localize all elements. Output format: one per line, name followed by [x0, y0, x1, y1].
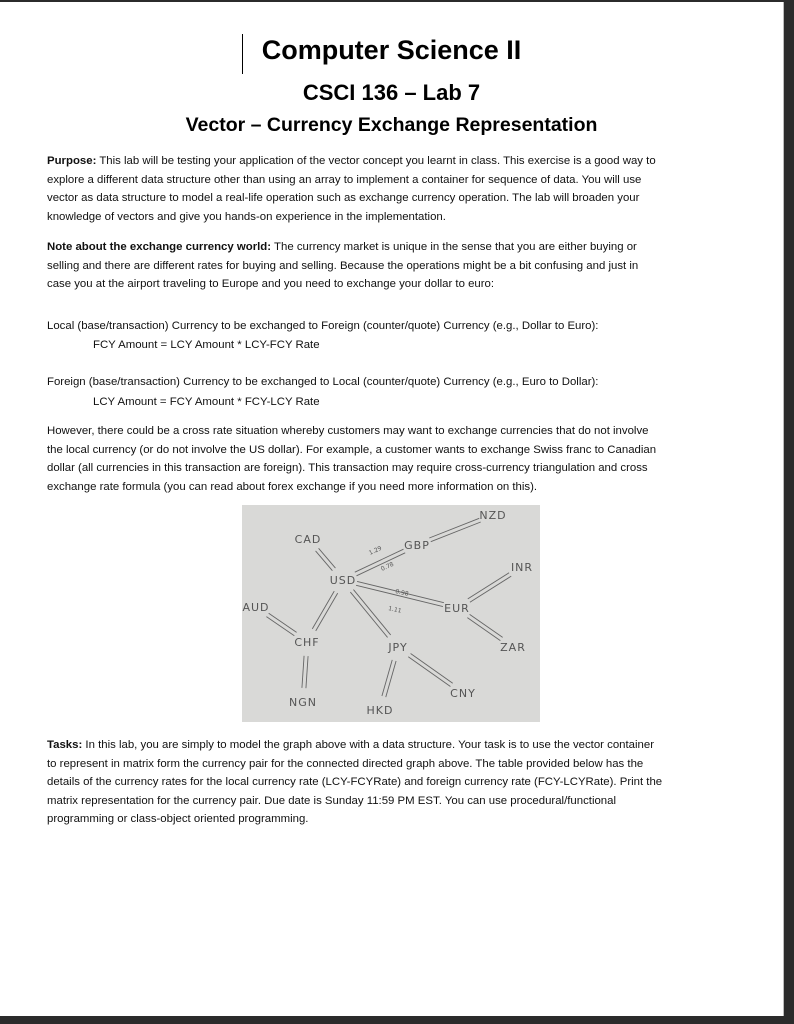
exchange-edge [382, 660, 392, 696]
text-line: case you at the airport traveling to Europe and you need to exchange your dollar to euro: [47, 278, 495, 291]
currency-node-chf: CHF [294, 636, 320, 649]
text-line: selling and there are different rates for buying and selling. Because the operations might be a bit confusing and just in [47, 259, 639, 272]
exchange-edge [429, 518, 479, 538]
text-line: the local currency (or do not involve the US dollar). For example, a customer wants to exchange Swiss franc to Canadian [47, 443, 657, 456]
text-line: FCY Amount = LCY Amount * LCY-FCY Rate [93, 339, 320, 351]
note-label: Note about the exchange currency world: [47, 241, 272, 253]
rate-label: 0.98 [394, 588, 410, 598]
text-line: programming or class-object oriented programming. [47, 813, 309, 826]
lcy-formula [93, 393, 320, 412]
text-line: The currency market is unique in the sense that you are either buying or [271, 241, 637, 253]
currency-node-eur: EUR [444, 602, 470, 615]
text-line: knowledge of vectors and give you hands-on experience in the implementation. [47, 210, 446, 223]
exchange-edge [470, 614, 503, 637]
currency-node-gbp: GBP [404, 539, 430, 552]
text-line: details of the currency rates for the local currency rate (LCY-FCYRate) and foreign currency rate (FCY-LCYRate). Print the [47, 776, 663, 789]
exchange-edge [467, 618, 500, 641]
exchange-edge [312, 591, 334, 629]
fcy-formula [93, 336, 320, 355]
foreign-to-local-text [47, 373, 598, 392]
rate-label: 1.29 [367, 544, 383, 557]
rate-label: 1.11 [387, 605, 403, 615]
text-line: vector as data structure to model a real-life operation such as exchange currency operation. The lab will broaden your [47, 192, 640, 205]
text-line: exchange rate formula (you can read about forex exchange if you need more information on this). [47, 480, 538, 493]
text-line: However, there could be a cross rate situation whereby customers may want to exchange currencies that do not involve [47, 425, 649, 437]
exchange-edge [470, 576, 511, 602]
document-page [0, 2, 784, 1016]
exchange-edge [319, 548, 336, 568]
lab-subtitle: Vector – Currency Exchange Representation [185, 114, 598, 136]
exchange-edge [431, 522, 481, 542]
exchange-edge [386, 661, 396, 697]
text-line: LCY Amount = FCY Amount * FCY-LCY Rate [93, 396, 320, 408]
currency-node-nzd: NZD [479, 509, 507, 522]
currency-node-inr: INR [510, 561, 534, 574]
purpose-paragraph [47, 152, 656, 226]
note-paragraph [47, 238, 638, 294]
tasks-label: Tasks: [47, 739, 83, 751]
text-line: matrix representation for the currency pair. Due date is Sunday 11:59 PM EST. You can use procedural/functional [47, 794, 617, 807]
exchange-edge [302, 656, 304, 688]
text-line: This lab will be testing your application of the vector concept you learnt in class. This exercise is a good way to [96, 155, 656, 167]
exchange-edge [316, 593, 338, 631]
currency-node-cad: CAD [294, 533, 322, 546]
currency-node-ngn: NGN [289, 696, 317, 709]
course-title: CSCI 136 – Lab 7 [302, 80, 481, 105]
text-line: dollar (all currencies in this transaction are foreign). This transaction may require cross-currency triangulation and cross [47, 462, 648, 475]
cross-rate-paragraph [47, 422, 656, 496]
exchange-edge [306, 656, 308, 688]
currency-node-zar: ZAR [500, 641, 526, 654]
exchange-edge [468, 573, 509, 599]
rate-label: 0.78 [379, 560, 395, 573]
text-line: Local (base/transaction) Currency to be exchanged to Foreign (counter/quote) Currency (e.g., Dollar to Euro): [47, 320, 599, 332]
exchange-edge [269, 613, 297, 632]
exchange-edge [266, 617, 294, 636]
currency-node-jpy: JPY [388, 641, 408, 654]
exchange-edge [408, 657, 450, 687]
currency-graph [242, 505, 540, 722]
currency-graph-image [242, 505, 540, 722]
currency-node-usd: USD [329, 574, 357, 587]
exchange-edge [411, 653, 453, 683]
exchange-edge [316, 551, 333, 571]
text-line: to represent in matrix form the currency pair for the connected directed graph above. The table provided below has the [47, 757, 644, 770]
currency-node-cny: CNY [450, 687, 476, 700]
text-line: In this lab, you are simply to model the graph above with a data structure. Your task is to use the vector container [82, 739, 654, 751]
currency-node-aud: AUD [242, 601, 270, 614]
text-line: explore a different data structure other than using an array to implement a container for sequence of data. You will use [47, 173, 642, 186]
text-line: Foreign (base/transaction) Currency to be exchanged to Local (counter/quote) Currency (e.g., Euro to Dollar): [47, 376, 599, 388]
document-title: Computer Science II [261, 35, 522, 65]
exchange-edge [350, 592, 387, 637]
currency-node-hkd: HKD [366, 704, 394, 717]
purpose-label: Purpose: [47, 155, 97, 167]
local-to-foreign-text [47, 317, 598, 336]
exchange-edge [357, 553, 406, 576]
exchange-edge [353, 590, 390, 635]
tasks-paragraph [47, 736, 662, 829]
